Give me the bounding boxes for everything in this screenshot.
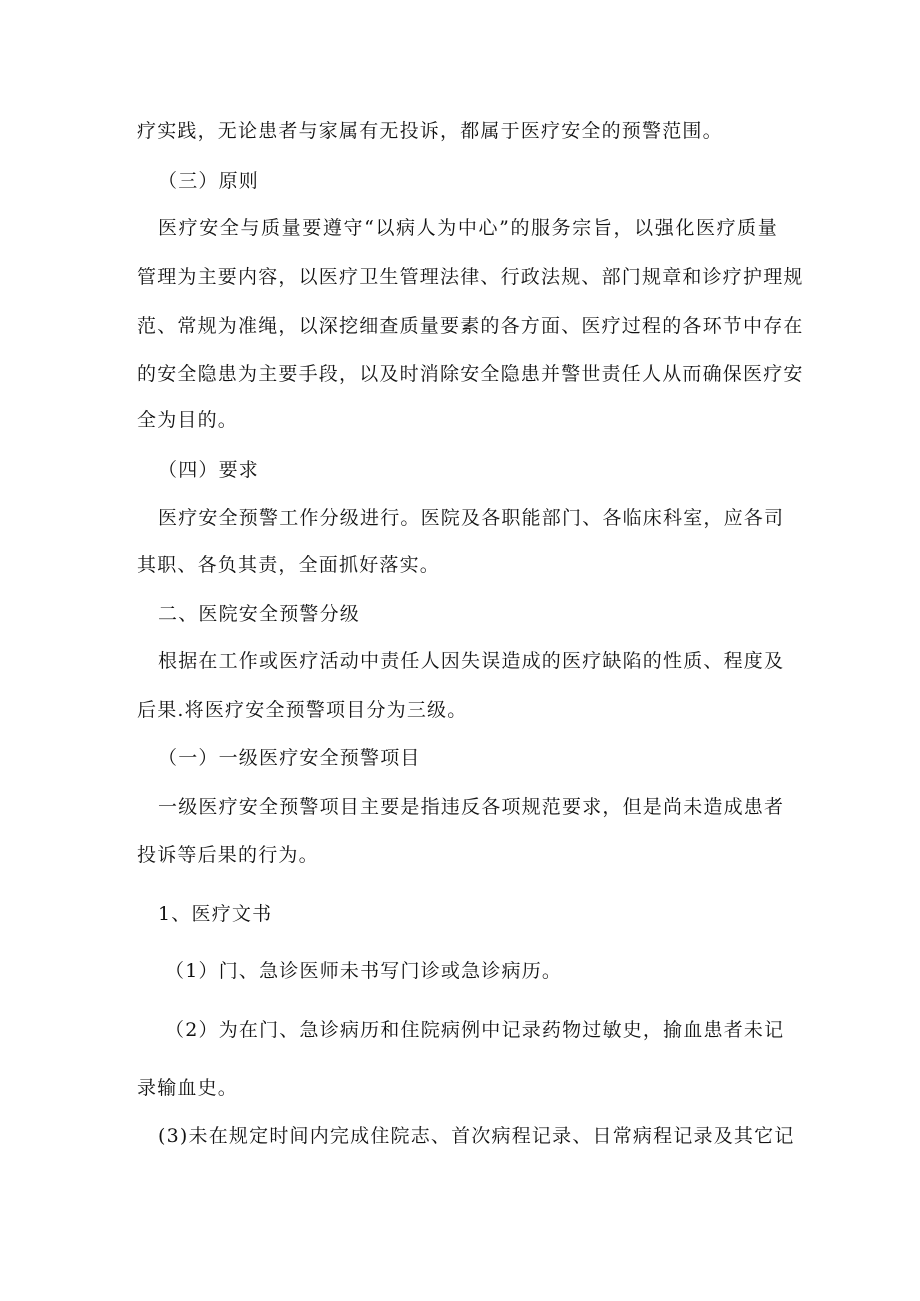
- text-line: 的安全隐患为主要手段，以及时消除安全隐患并警世责任人从而确保医疗安: [137, 363, 804, 385]
- list-item: (3)未在规定时间内完成住院志、首次病程记录、日常病程记录及其它记: [158, 1125, 795, 1147]
- section-heading-principles: （三）原则: [158, 170, 260, 192]
- text-line: 全为目的。: [137, 409, 239, 431]
- text-line: 录输血史。: [137, 1077, 239, 1099]
- text-line: 其职、各负其责，全面抓好落实。: [137, 554, 441, 576]
- text-line: 医疗安全预警工作分级进行。医院及各职能部门、各临床科室，应各司: [158, 507, 785, 529]
- text-line: 管理为主要内容，以医疗卫生管理法律、行政法规、部门规章和诊疗护理规: [137, 266, 804, 288]
- section-heading-level-one: （一）一级医疗安全预警项目: [158, 747, 421, 769]
- text-line: 一级医疗安全预警项目主要是指违反各项规范要求，但是尚未造成患者: [158, 796, 785, 818]
- section-heading-warning-levels: 二、医院安全预警分级: [158, 603, 361, 625]
- text-line: 医疗安全与质量要遵守“以病人为中心”的服务宗旨，以强化医疗质量: [158, 217, 778, 239]
- text-line: 投诉等后果的行为。: [137, 844, 319, 866]
- text-line: 后果.将医疗安全预警项目分为三级。: [137, 699, 468, 721]
- list-item: （1）门、急诊医师未书写门诊或急诊病历。: [165, 960, 563, 982]
- text-line: 根据在工作或医疗活动中责任人因失误造成的医疗缺陷的性质、程度及: [158, 650, 785, 672]
- section-heading-requirements: （四）要求: [158, 459, 260, 481]
- subheading-medical-documents: 1、医疗文书: [158, 903, 273, 925]
- text-line: 疗实践，无论患者与家属有无投诉，都属于医疗安全的预警范围。: [137, 120, 723, 142]
- text-line: 范、常规为准绳，以深挖细查质量要素的各方面、医疗过程的各环节中存在: [137, 315, 804, 337]
- list-item: （2）为在门、急诊病历和住院病例中记录药物过敏史，揄血患者未记: [165, 1019, 785, 1041]
